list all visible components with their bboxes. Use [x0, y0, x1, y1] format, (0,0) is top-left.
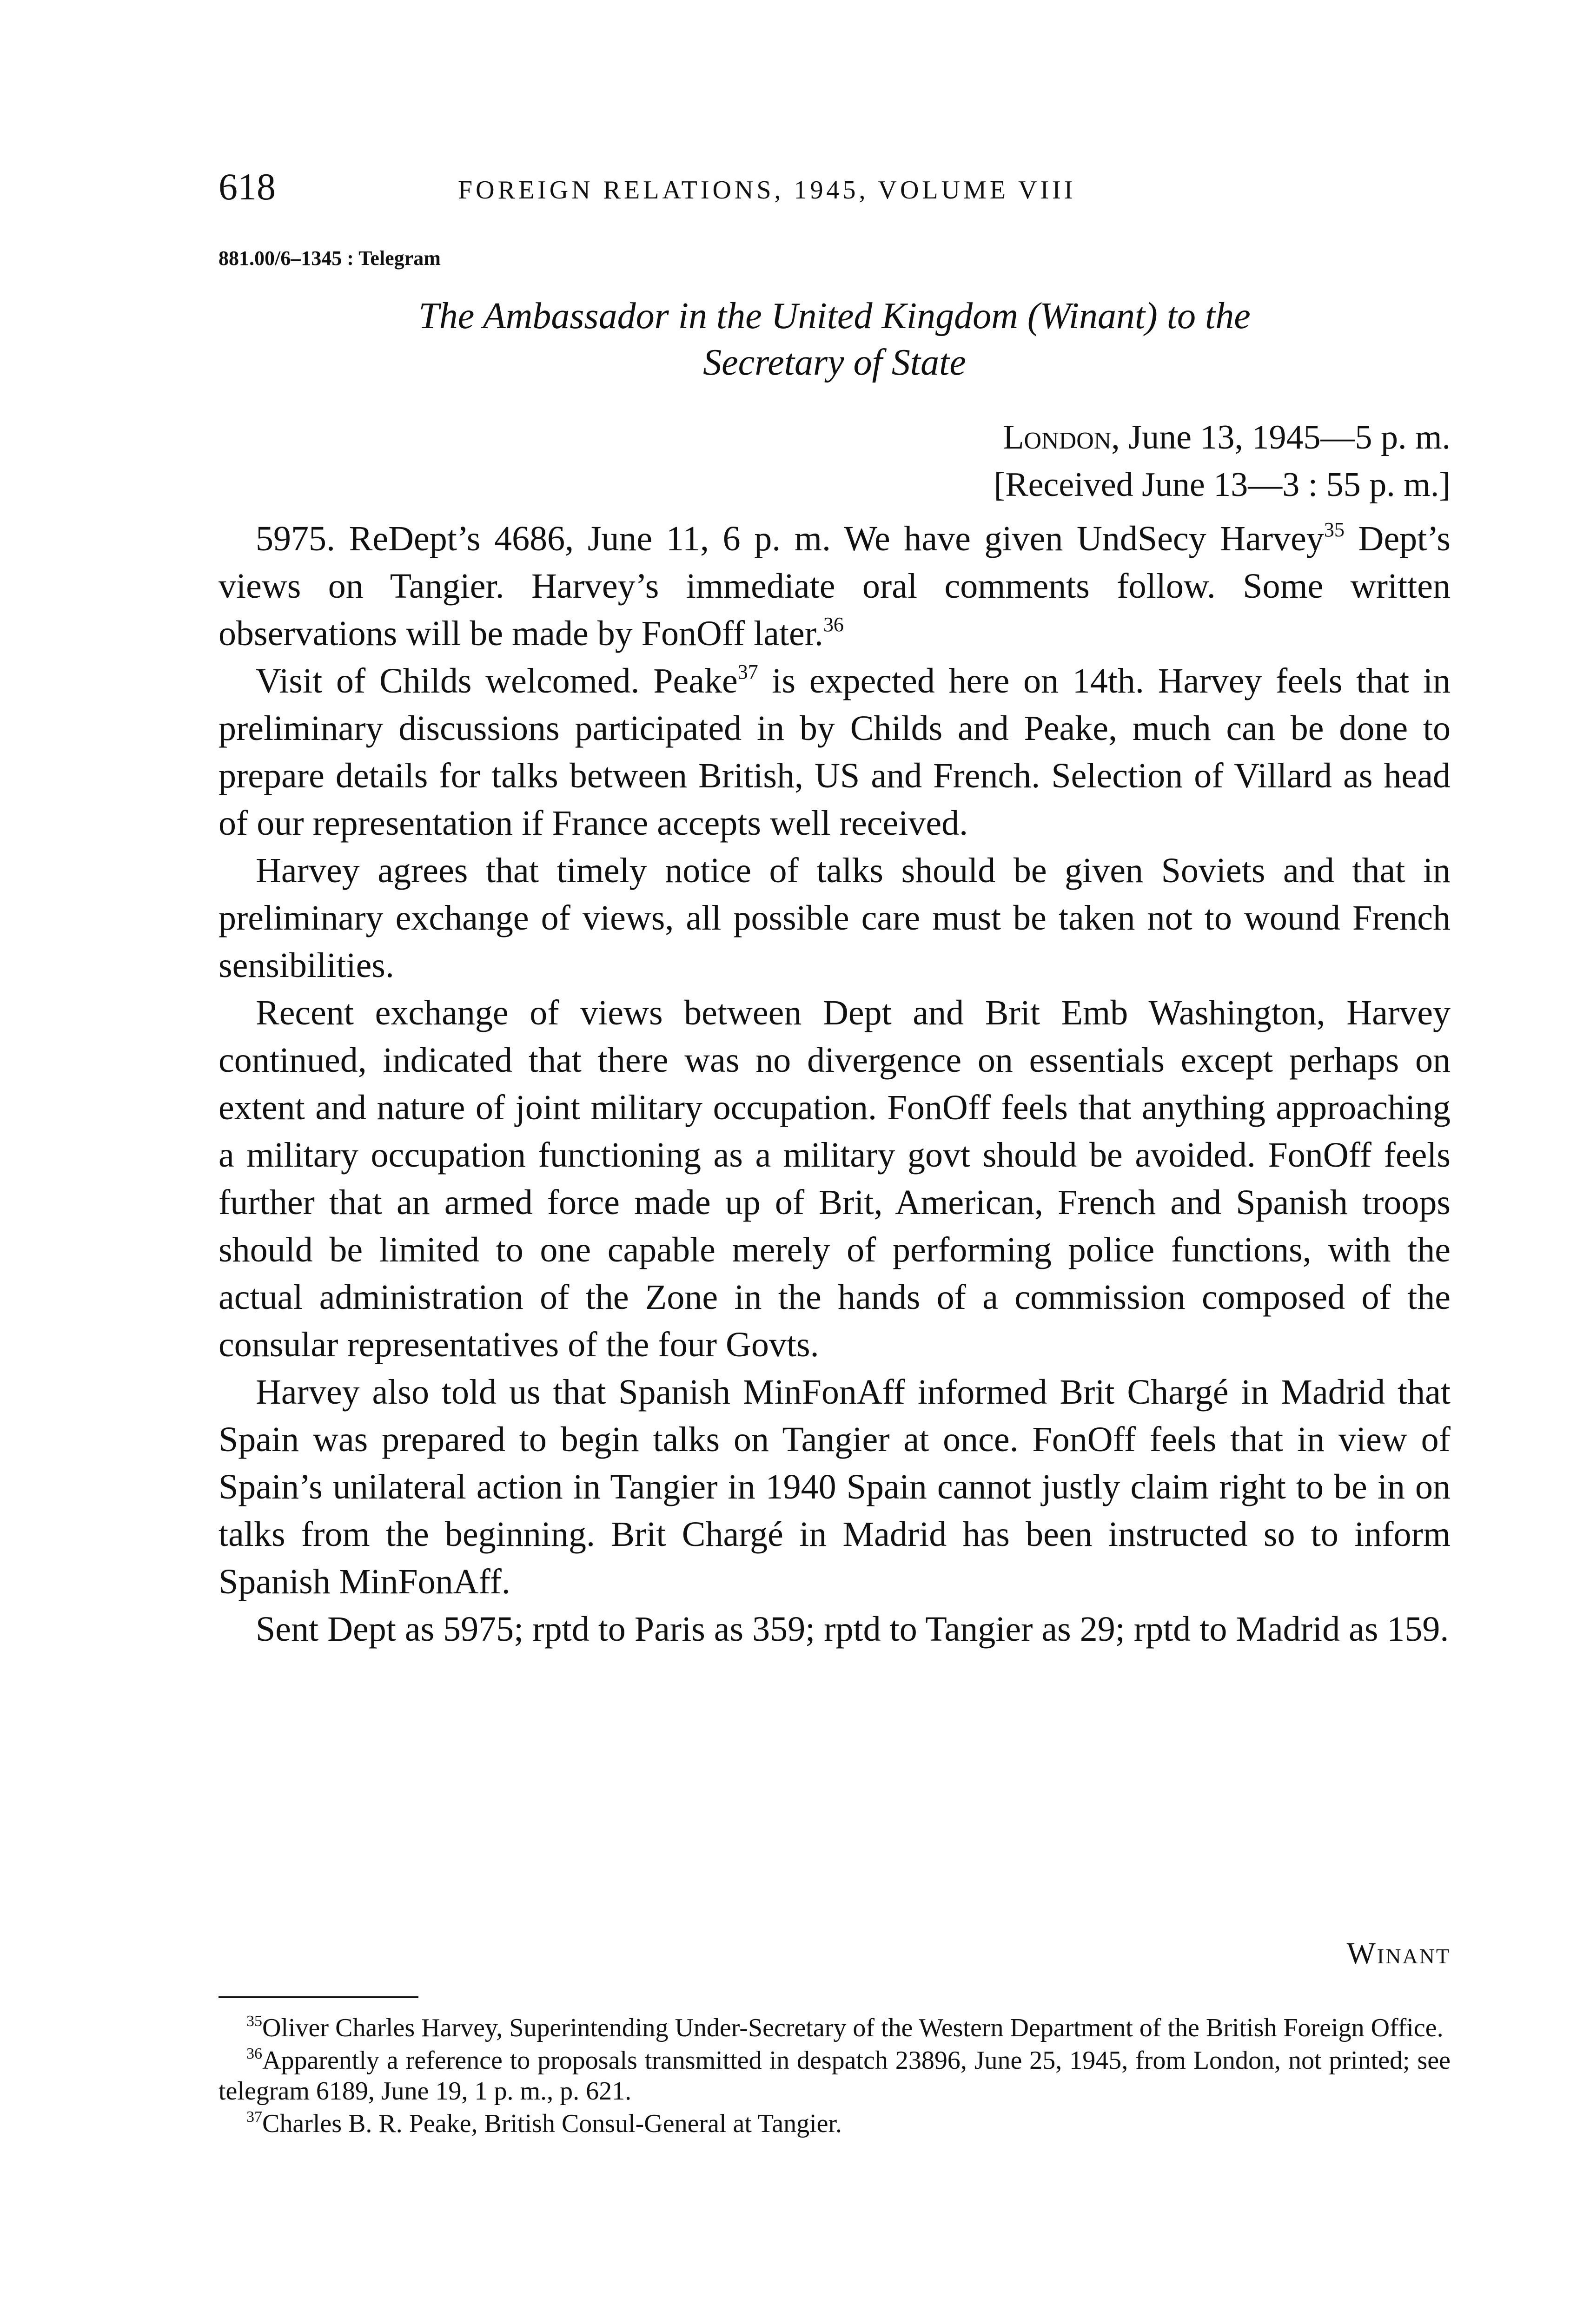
signature: Winant	[1346, 1936, 1451, 1970]
footnote-number: 36	[246, 2045, 262, 2062]
footnote-36	[219, 2045, 1451, 2106]
running-title: FOREIGN RELATIONS, 1945, VOLUME VIII	[458, 176, 1076, 205]
page-number: 618	[219, 165, 276, 208]
footnote-number: 35	[246, 2013, 262, 2030]
footnote-text: Charles B. R. Peake, British Consul-General at Tangier.	[262, 2109, 842, 2138]
footnotes	[219, 2013, 1451, 2141]
paragraph-4: Recent exchange of views between Dept and Brit Emb Washington, Harvey continued, indicated that there was no divergence on essentials except perhaps on extent and nature of joint military occupation. FonOff feels that anything approaching a military occupation functioning as a military govt should be avoided. FonOff feels further that an armed force made up of Brit, American, French and Spanish troops should be limited to one capable merely of performing police functions, with the actual administration of the Zone in the hands of a commission composed of the consular representatives of the four Govts.	[219, 993, 1451, 1364]
paragraph-1-part-a: 5975. ReDept’s 4686, June 11, 6 p. m. We have given UndSecy Harvey	[256, 519, 1324, 558]
footnote-text: Apparently a reference to proposals transmitted in despatch 23896, June 25, 1945, from London, not printed; see telegram 6189, June 19, 1 p. m., p. 621.	[219, 2046, 1451, 2106]
footnote-number: 37	[246, 2108, 262, 2126]
footnote-ref-36: 36	[823, 613, 844, 636]
footnote-ref-35: 35	[1324, 518, 1345, 541]
dateline-sent	[994, 414, 1451, 461]
dateline-sent-time: , June 13, 1945—5 p. m.	[1111, 418, 1451, 456]
paragraph-3: Harvey agrees that timely notice of talks should be given Soviets and that in preliminary exchange of views, all possible care must be taken not to wound French sensibilities.	[219, 851, 1451, 985]
paragraph-5: Harvey also told us that Spanish MinFonAff informed Brit Chargé in Madrid that Spain was prepared to begin talks on Tangier at once. FonOff feels that in view of Spain’s unilateral action in Tangier in 1940 Spain cannot justly claim right to be in on talks from the beginning. Brit Chargé in Madrid has been instructed so to inform Spanish MinFonAff.	[219, 1373, 1451, 1601]
paragraph-2	[219, 657, 1451, 847]
dateline	[994, 414, 1451, 508]
document-title	[219, 293, 1451, 386]
file-reference: 881.00/6–1345 : Telegram	[219, 247, 441, 270]
footnote-text: Oliver Charles Harvey, Superintending Under-Secretary of the Western Department of the British Foreign Office.	[262, 2014, 1444, 2042]
dateline-received: [Received June 13—3 : 55 p. m.]	[994, 466, 1451, 504]
paragraph-2-part-b: is expected here on 14th. Harvey feels that in preliminary discussions participated in by Childs and Peake, much can be done to prepare details for talks between British, US and French. Selection of Villard as head of our representation if France accepts well received.	[219, 661, 1451, 843]
dateline-place: London	[1003, 418, 1112, 456]
footnote-ref-37: 37	[737, 660, 758, 683]
title-line-2: Secretary of State	[703, 342, 966, 383]
footnote-35	[219, 2013, 1451, 2043]
running-head	[219, 165, 1451, 221]
paragraph-6: Sent Dept as 5975; rptd to Paris as 359; rptd to Tangier as 29; rptd to Madrid as 159.	[256, 1610, 1449, 1649]
paragraph-1-part-b: Dept’s views on Tangier. Harvey’s immediate oral comments follow. Some written observations will be made by FonOff later.	[219, 519, 1451, 653]
footnote-divider	[219, 1996, 418, 1998]
paragraph-1	[219, 515, 1451, 657]
footnote-37	[219, 2108, 1451, 2139]
title-line-1: The Ambassador in the United Kingdom (Winant) to the	[418, 296, 1251, 337]
telegram-body	[219, 515, 1451, 1653]
paragraph-2-part-a: Visit of Childs welcomed. Peake	[256, 661, 738, 700]
